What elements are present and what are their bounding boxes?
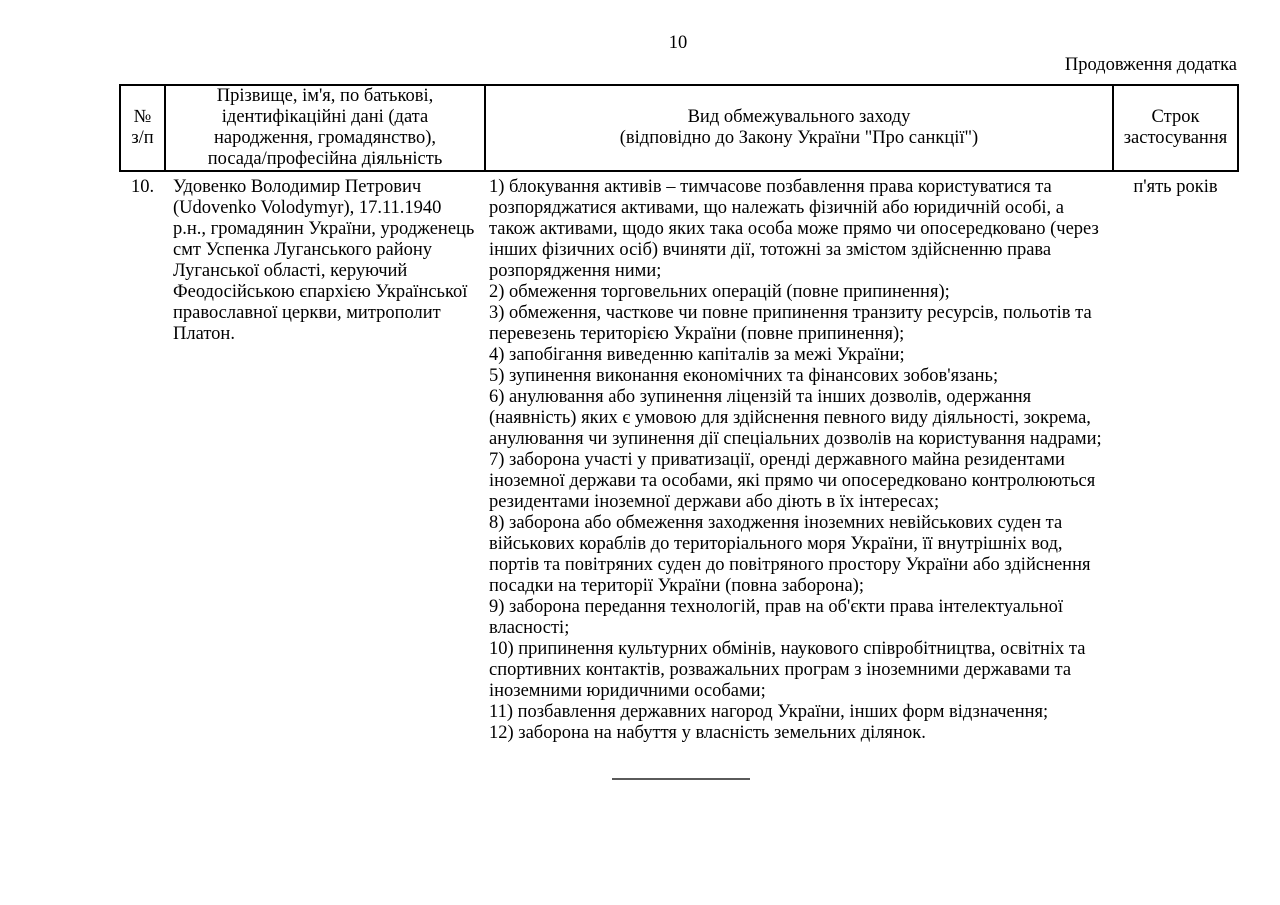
column-header-num-line: № bbox=[133, 107, 152, 127]
column-header-measure-line: Вид обмежувального заходу bbox=[687, 107, 911, 127]
measure-item: 12) заборона на набуття у власність земельних ділянок. bbox=[489, 723, 926, 743]
measures-cell bbox=[485, 171, 1113, 744]
measure-item: 5) зупинення виконання економічних та фінансових зобов'язань; bbox=[489, 366, 999, 386]
measure-item: 7) заборона участі у приватизації, оренді державного майна резидентами іноземної держави та особами, які прямо чи опосередковано контролюються резидентами іноземної держави або діють в їх інтересах; bbox=[489, 450, 1096, 512]
measure-item: 10) припинення культурних обмінів, наукового співробітництва, освітніх та спортивних контактів, розважальних програм з іноземними державами та іноземними юридичними особами; bbox=[489, 639, 1086, 701]
column-header-person-line: Прізвище, ім'я, по батькові, bbox=[216, 86, 434, 106]
column-header-num bbox=[120, 85, 165, 171]
column-header-person-line: ідентифікаційні дані (дата bbox=[221, 107, 429, 127]
measure-item: 8) заборона або обмеження заходження іноземних невійськових суден та військових кораблів до територіального моря України, її внутрішніх вод, портів та повітряних суден до повітряного простору України або здійснення посадки на території України (повна заборона); bbox=[489, 513, 1091, 596]
table-header-row bbox=[120, 85, 1238, 171]
measure-item: 6) анулювання або зупинення ліцензій та інших дозволів, одержання (наявність) яких є умовою для здійснення певного виду діяльності, зокрема, анулювання чи зупинення дії спеціальних дозволів на користування надрами; bbox=[489, 387, 1102, 449]
row-number-cell: 10. bbox=[130, 177, 155, 197]
table-header bbox=[120, 85, 1238, 171]
column-header-measure bbox=[485, 85, 1113, 171]
section-divider bbox=[612, 778, 750, 780]
column-header-term-line: Строк bbox=[1151, 107, 1200, 127]
column-header-num-line: з/п bbox=[131, 128, 154, 148]
term-cell: п'ять років bbox=[1133, 177, 1218, 197]
measure-item: 2) обмеження торговельних операцій (повне припинення); bbox=[489, 282, 950, 302]
column-header-person bbox=[165, 85, 485, 171]
sanctions-table bbox=[119, 84, 1239, 744]
page-number: 10 bbox=[668, 33, 688, 53]
column-header-term-line: застосування bbox=[1123, 128, 1228, 148]
measure-item: 4) запобігання виведенню капіталів за межі України; bbox=[489, 345, 905, 365]
table-body bbox=[120, 171, 1238, 744]
person-info-cell: Удовенко Володимир Петрович (Udovenko Volodymyr), 17.11.1940 р.н., громадянин України, уродженець смт Успенка Луганського району Луганської області, керуючий Феодосійською єпархією Української православної церкви, митрополит Платон. bbox=[173, 177, 475, 344]
column-header-person-line: народження, громадянство), bbox=[213, 128, 437, 148]
table-row bbox=[120, 171, 1238, 744]
measure-item: 9) заборона передання технологій, прав на об'єкти права інтелектуальної власності; bbox=[489, 597, 1064, 638]
measure-item: 1) блокування активів – тимчасове позбавлення права користуватися та розпоряджатися активами, що належать фізичній або юридичній особі, а також активами, щодо яких така особа може прямо чи опосередковано (через інших фізичних осіб) вчиняти дії, тотожні за змістом здійсненню права розпорядження ними; bbox=[489, 177, 1099, 281]
column-header-person-line: посада/професійна діяльність bbox=[207, 149, 443, 169]
measure-item: 3) обмеження, часткове чи повне припинення транзиту ресурсів, польотів та перевезень територією України (повне припинення); bbox=[489, 303, 1092, 344]
continuation-note: Продовження додатка bbox=[1064, 55, 1237, 75]
column-header-term bbox=[1113, 85, 1238, 171]
measure-item: 11) позбавлення державних нагород України, інших форм відзначення; bbox=[489, 702, 1049, 722]
column-header-measure-line: (відповідно до Закону України "Про санкції") bbox=[619, 128, 979, 148]
